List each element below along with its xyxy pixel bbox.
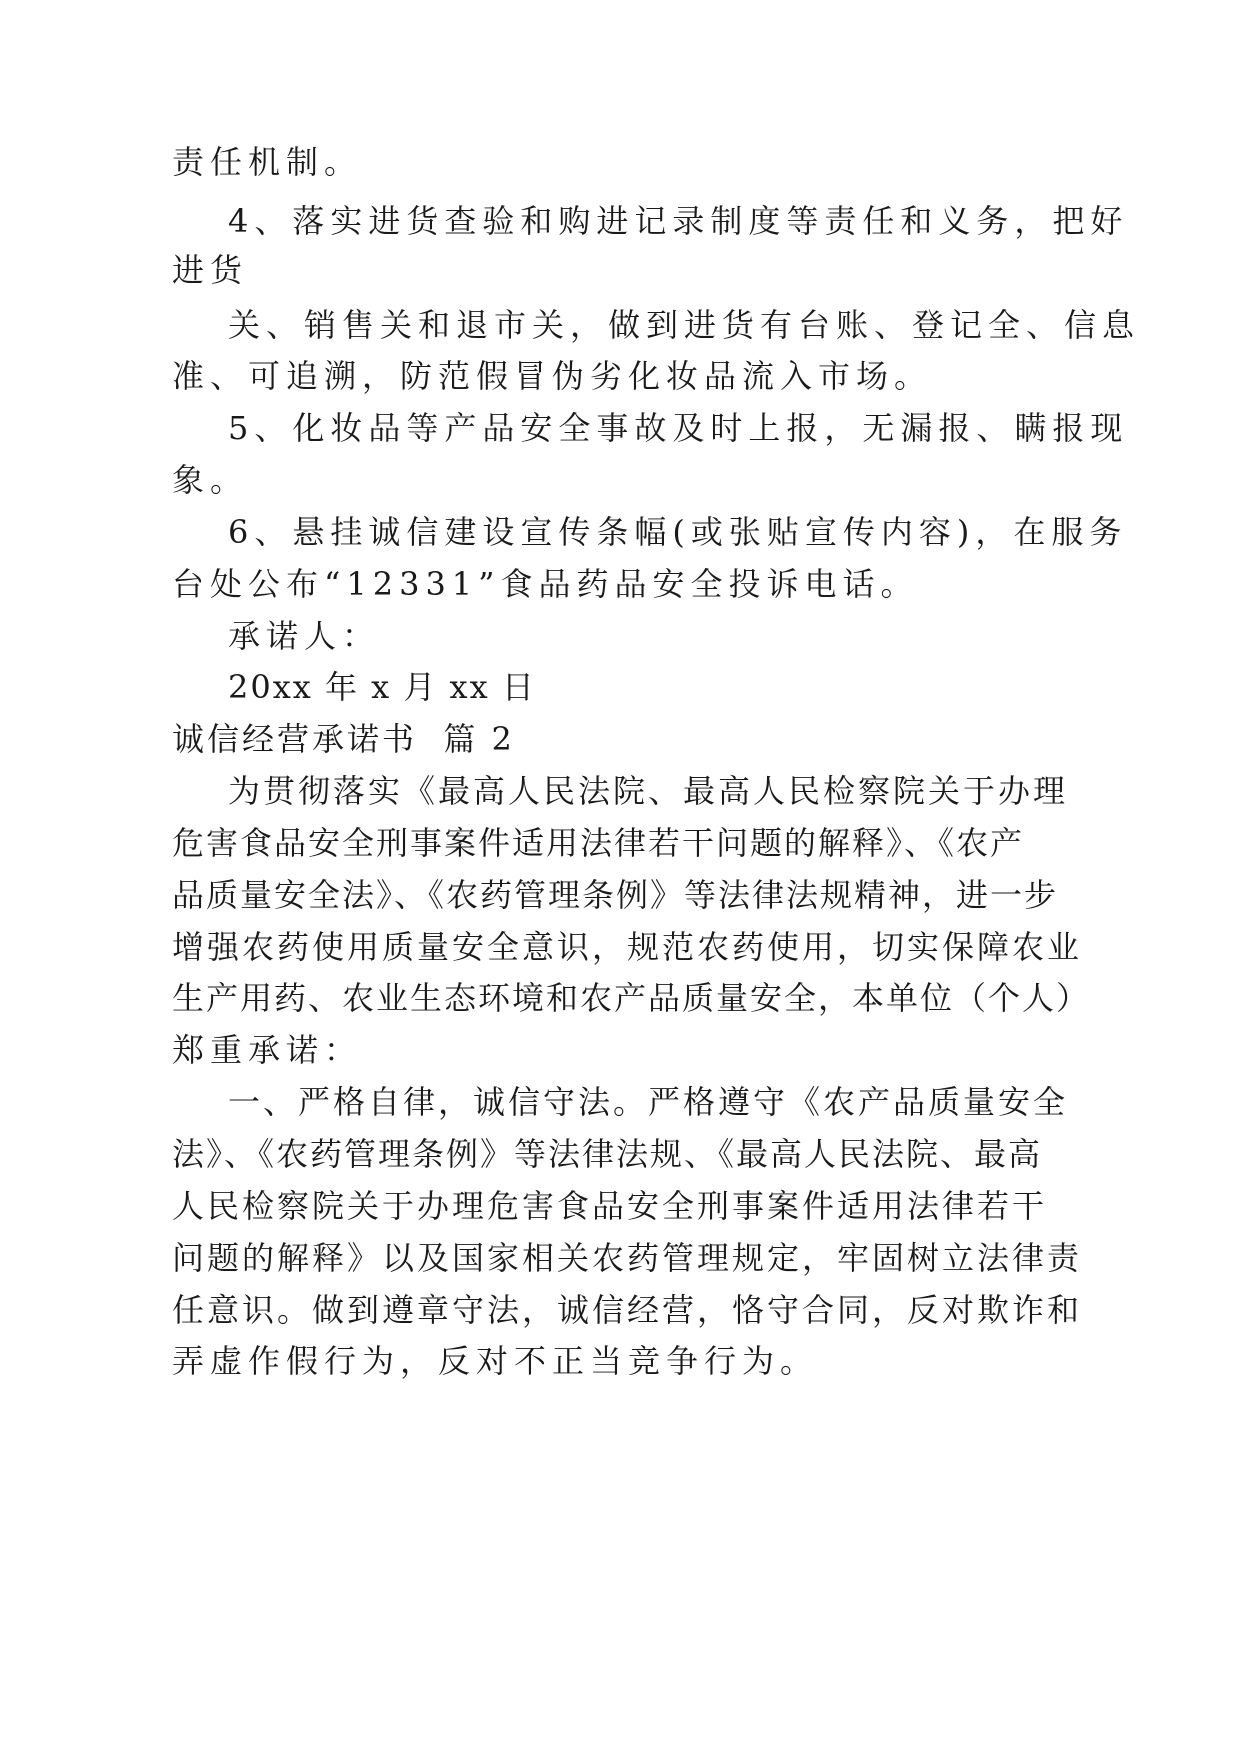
text-line: 一、严格自律，诚信守法。严格遵守《农产品质量安全: [228, 1083, 1069, 1121]
text-line: 品质量安全法》、《农药管理条例》等法律法规精神，进一步: [172, 876, 1059, 914]
text-line: 危害食品安全刑事案件适用法律若干问题的解释》、《农产: [172, 824, 1025, 862]
section-heading: 诚信经营承诺书 篇 2: [172, 720, 515, 758]
text-line: 责任机制。: [172, 143, 363, 181]
text-line: 关、销售关和退市关，做到进货有台账、登记全、信息: [228, 306, 1141, 344]
signatory-label: 承诺人：: [228, 617, 381, 655]
text-line: 任意识。做到遵章守法，诚信经营，恪守合同，反对欺诈和: [172, 1291, 1083, 1329]
text-line: 人民检察院关于办理危害食品安全刑事案件适用法律若干: [172, 1187, 1048, 1225]
text-line: 增强农药使用质量安全意识，规范农药使用，切实保障农业: [172, 928, 1083, 966]
text-line: 为贯彻落实《最高人民法院、最高人民检察院关于办理: [228, 772, 1069, 810]
text-line: 5、化妆品等产品安全事故及时上报，无漏报、瞒报现: [228, 409, 1129, 447]
text-line: 准、可追溯，防范假冒伪劣化妆品流入市场。: [172, 357, 933, 395]
text-line: 4、落实进货查验和购进记录制度等责任和义务，把好: [228, 202, 1129, 240]
text-line: 台处公布“12331”食品药品安全投诉电话。: [172, 565, 919, 603]
text-line: 法》、《农药管理条例》等法律法规、《最高人民法院、最高: [172, 1135, 1043, 1173]
text-line: 弄虚作假行为，反对不正当竞争行为。: [172, 1342, 819, 1380]
text-line: 6、悬挂诚信建设宣传条幅(或张贴宣传内容)，在服务: [228, 513, 1128, 551]
text-line: 问题的解释》以及国家相关农药管理规定，牢固树立法律责: [172, 1239, 1083, 1277]
date-line: 20xx 年 x 月 xx 日: [228, 668, 536, 706]
text-line: 郑重承诺：: [172, 1031, 363, 1069]
text-line: 生产用药、农业生态环境和农产品质量安全，本单位（个人）: [172, 979, 1091, 1017]
text-line: 进货: [172, 251, 249, 289]
text-line: 象。: [172, 461, 249, 499]
